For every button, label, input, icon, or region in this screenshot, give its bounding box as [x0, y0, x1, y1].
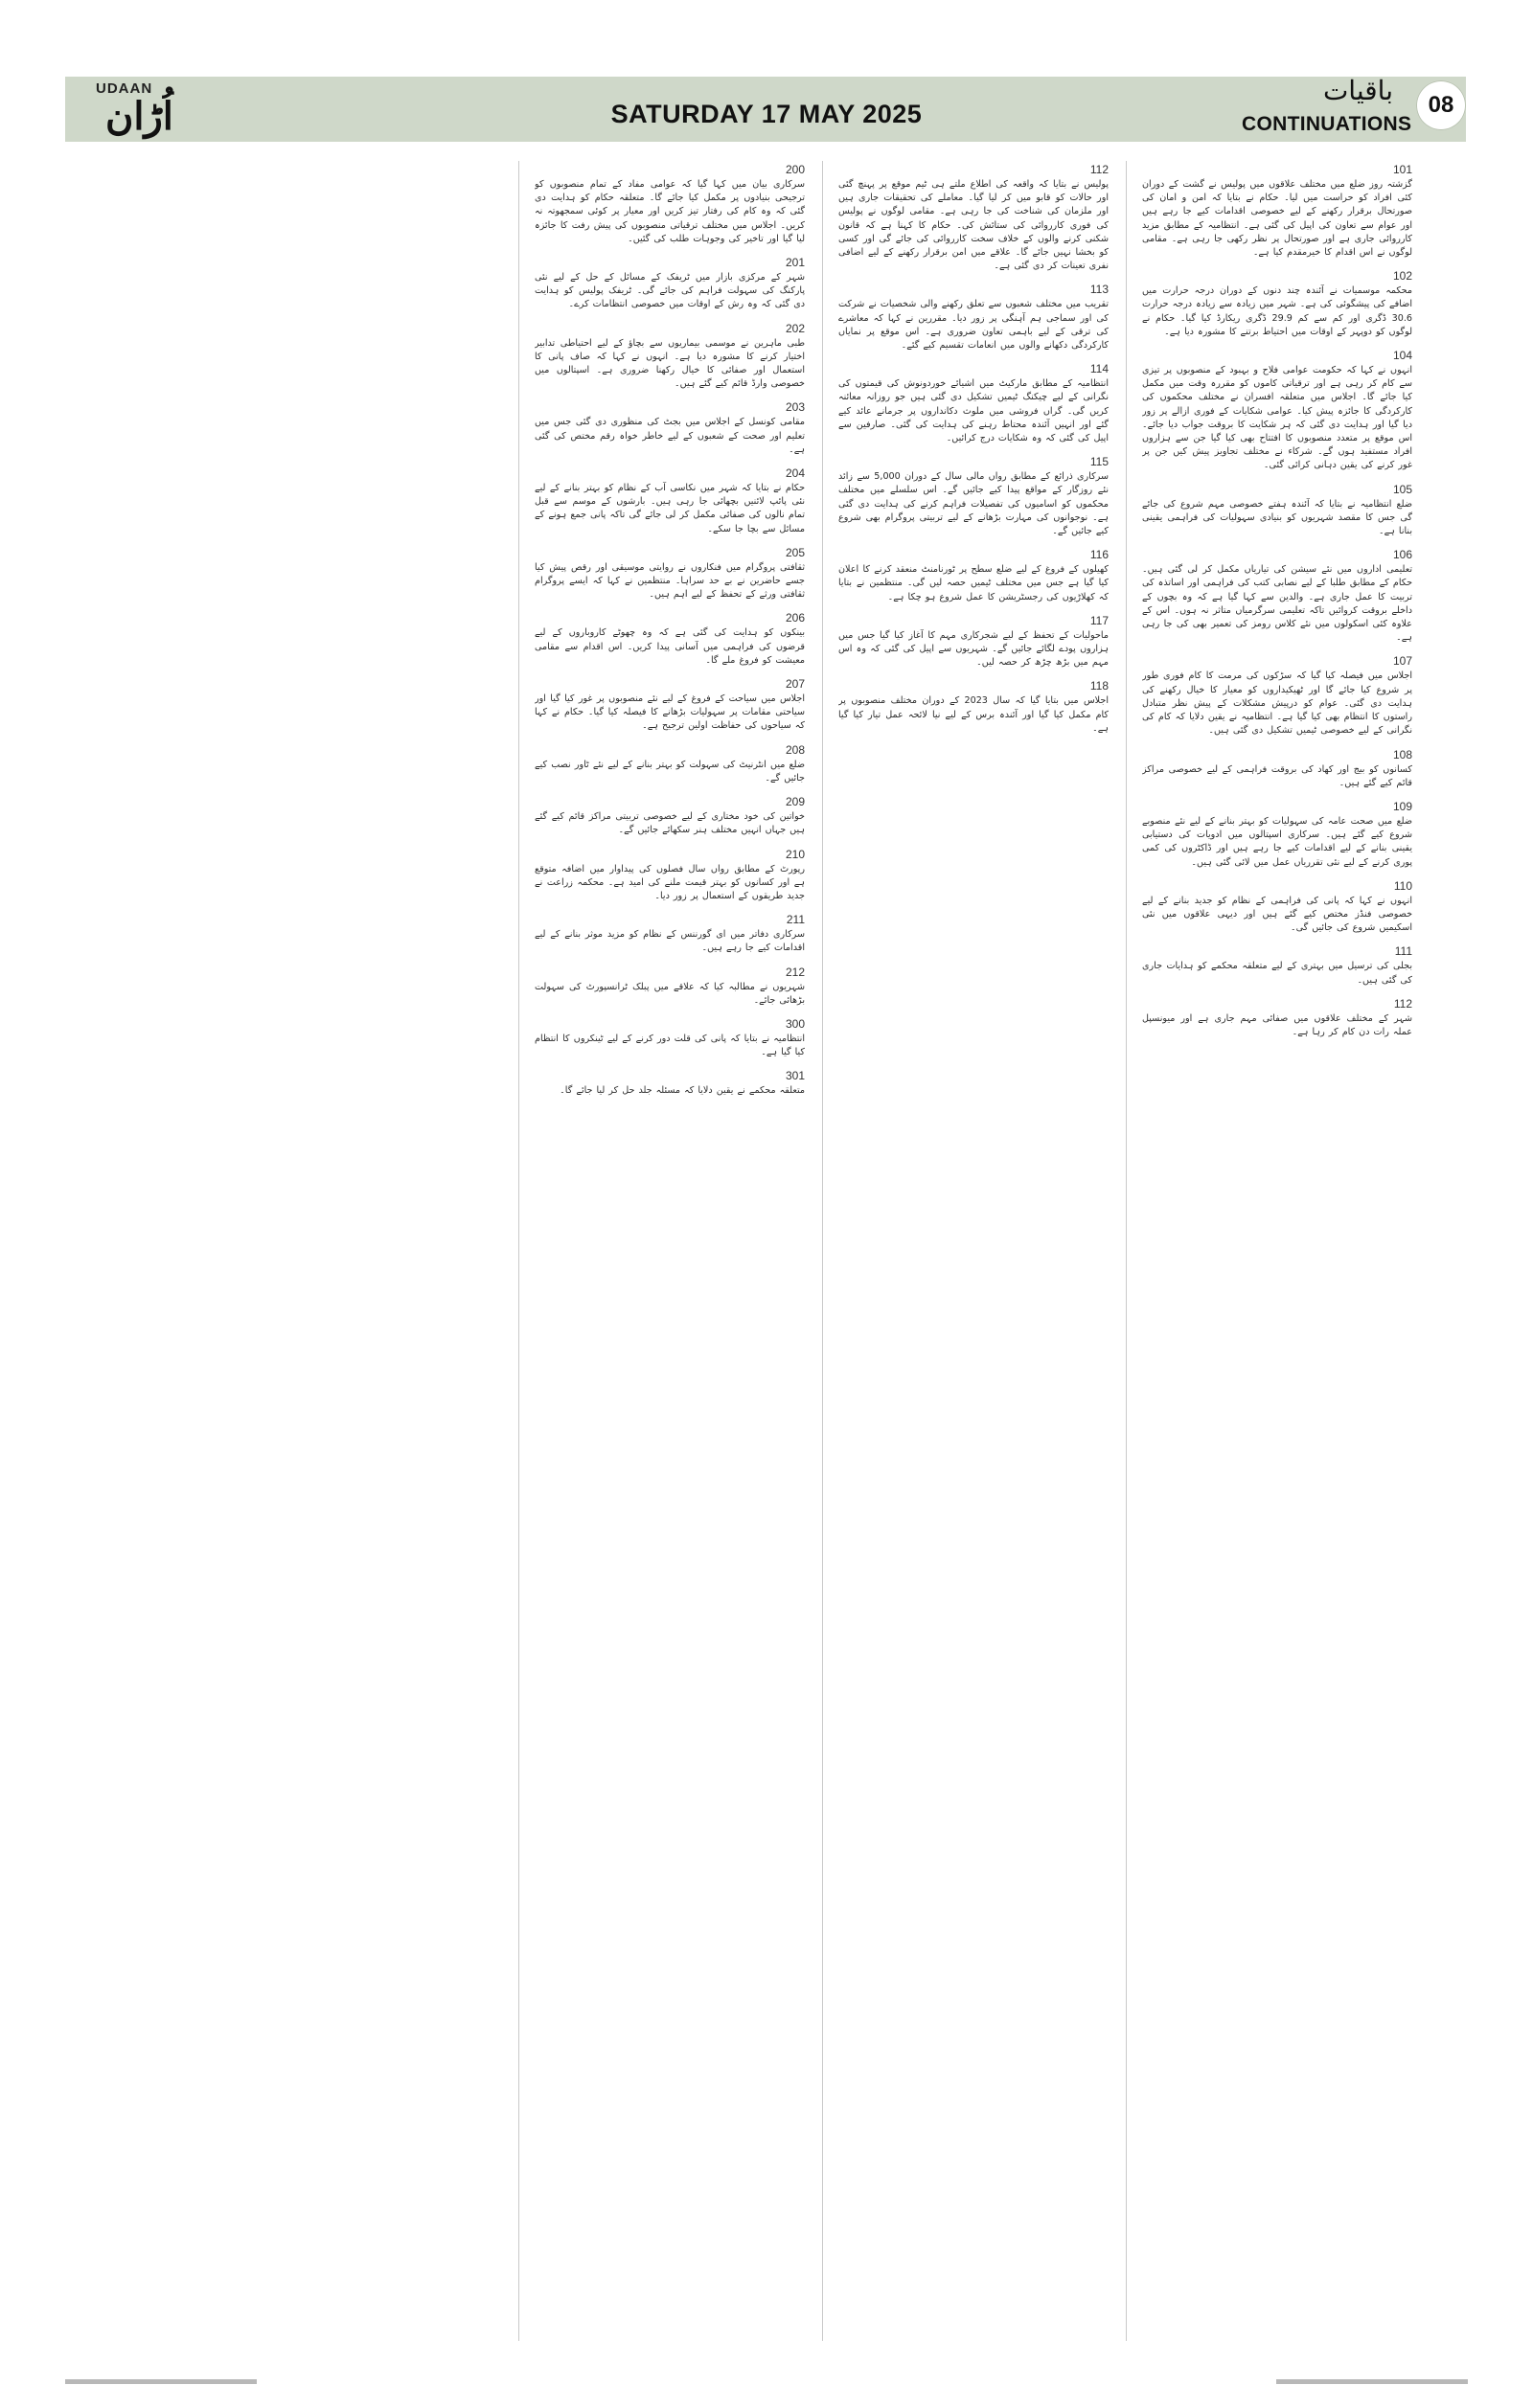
- continuation-entry: [1142, 748, 1412, 790]
- entry-number: 202: [785, 321, 805, 335]
- entry-number: 115: [1089, 455, 1109, 469]
- continuation-entry: [535, 965, 805, 1008]
- continuation-entry: [535, 795, 805, 837]
- continuation-entry: [535, 1017, 805, 1059]
- entry-number: 108: [1392, 747, 1412, 761]
- entry-text: خواتین کی خود مختاری کے لیے خصوصی تربیتی مراکز قائم کیے گئے ہیں جہاں انہیں مختلف ہنر سکھائے جائیں گے۔: [535, 811, 805, 836]
- entry-text: تقریب میں مختلف شعبوں سے تعلق رکھنے والی شخصیات نے شرکت کی اور سماجی ہم آہنگی پر زور دیا۔ مقررین نے کہا کہ معاشرے کی ترقی کے لیے باہمی تعاون ضروری ہے۔ اس موقع پر نمایاں کارکردگی دکھانے والوں میں انعامات تقسیم کیے گئے۔: [838, 299, 1109, 352]
- entry-text: ضلع میں صحت عامہ کی سہولیات کو بہتر بنانے کے لیے نئے منصوبے شروع کیے گئے ہیں۔ سرکاری اسپتالوں میں ادویات کی دستیابی یقینی بنانے کے لیے اقدامات کیے جا رہے ہیں اور ڈاکٹروں کی کمی پوری کرنے کے لیے نئی تقرریاں عمل میں لائی گئی ہیں۔: [1142, 815, 1412, 868]
- continuation-entry: [535, 913, 805, 955]
- continuation-entry: [1142, 944, 1412, 987]
- entry-text: انتظامیہ نے بتایا کہ پانی کی قلت دور کرنے کے لیے ٹینکروں کا انتظام کیا گیا ہے۔: [535, 1033, 805, 1058]
- logo-english: UDAAN: [96, 80, 153, 97]
- entry-number: 201: [785, 256, 805, 270]
- entry-text: شہریوں نے مطالبہ کیا کہ علاقے میں پبلک ٹرانسپورٹ کی سہولت بڑھائی جائے۔: [535, 981, 805, 1006]
- entry-text: اجلاس میں سیاحت کے فروغ کے لیے نئے منصوبوں پر غور کیا گیا اور سیاحتی مقامات پر سہولیات بڑھانے کا فیصلہ کیا گیا۔ حکام نے کہا کہ سیاحوں کی حفاظت اولین ترجیح ہے۔: [535, 693, 805, 732]
- entry-number: 109: [1392, 799, 1412, 813]
- continuation-entry: [1142, 654, 1412, 738]
- continuation-entry: [838, 455, 1109, 538]
- entry-number: 209: [785, 795, 805, 809]
- entry-number: 104: [1392, 349, 1412, 363]
- continuation-entry: [535, 546, 805, 602]
- entry-number: 206: [785, 611, 805, 625]
- continuation-entry: [838, 548, 1109, 604]
- entry-text: محکمہ موسمیات نے آئندہ چند دنوں کے دوران درجہ حرارت میں اضافے کی پیشگوئی کی ہے۔ شہر میں زیادہ سے زیادہ درجہ حرارت 30.6 ڈگری اور کم سے کم 29.9 ڈگری ریکارڈ کیا گیا۔ حکام نے لوگوں کو دوپہر کے اوقات میں احتیاط برتنے کا مشورہ دیا ہے۔: [1142, 285, 1412, 337]
- entry-number: 301: [785, 1069, 805, 1083]
- entry-number: 208: [785, 742, 805, 757]
- entry-text: کسانوں کو بیج اور کھاد کی بروقت فراہمی کے لیے خصوصی مراکز قائم کیے گئے ہیں۔: [1142, 763, 1412, 788]
- entry-text: طبی ماہرین نے موسمی بیماریوں سے بچاؤ کے لیے احتیاطی تدابیر اختیار کرنے کا مشورہ دیا ہے۔ انہوں نے کہا کہ صاف پانی کا استعمال اور صفائی کا خیال رکھنا ضروری ہے۔ اسپتالوں میں خصوصی وارڈ قائم کیے گئے ہیں۔: [535, 337, 805, 390]
- entry-text: سرکاری دفاتر میں ای گورننس کے نظام کو مزید موثر بنانے کے لیے اقدامات کیے جا رہے ہیں۔: [535, 929, 805, 954]
- continuation-entry: [1142, 879, 1412, 936]
- entry-number: 205: [785, 545, 805, 559]
- entry-text: انہوں نے کہا کہ حکومت عوامی فلاح و بہبود کے منصوبوں پر تیزی سے کام کر رہی ہے اور ترقیاتی کاموں کو مقررہ وقت میں مکمل کیا جائے گا۔ اجلاس میں متعلقہ افسران نے مختلف محکموں کی کارکردگی کا جائزہ پیش کیا۔ عوامی شکایات کے فوری ازالے پر زور دیا گیا اور ہدایت دی گئی کہ ہر شکایت کا بروقت جواب دیا جائے۔ اس موقع پر متعدد منصوبوں کا افتتاح بھی کیا گیا جن سے ہزاروں افراد مستفید ہوں گے۔ شرکاء نے مختلف تجاویز پیش کیں جن پر غور کرنے کی یقین دہانی کرائی گئی۔: [1142, 365, 1412, 471]
- article-column-3: [535, 161, 805, 2341]
- entry-number: 110: [1393, 878, 1412, 893]
- section-title-english: CONTINUATIONS: [1242, 113, 1412, 135]
- entry-text: شہر کے مرکزی بازار میں ٹریفک کے مسائل کے حل کے لیے نئی پارکنگ کی سہولت فراہم کی جائے گی۔ ٹریفک پولیس کو ہدایت دی گئی کہ وہ رش کے اوقات میں خصوصی انتظامات کرے۔: [535, 272, 805, 310]
- column-divider: [1126, 161, 1127, 2341]
- continuation-entry: [535, 611, 805, 668]
- continuation-entry: [535, 466, 805, 536]
- column-divider: [822, 161, 823, 2341]
- continuation-entry: [1142, 269, 1412, 339]
- continuation-entry: [535, 400, 805, 457]
- continuation-entry: [535, 677, 805, 734]
- continuation-entry: [838, 283, 1109, 352]
- section-title-urdu: باقیات: [1322, 75, 1393, 106]
- continuation-entry: [535, 743, 805, 785]
- entry-text: انہوں نے کہا کہ پانی کی فراہمی کے نظام کو جدید بنانے کے لیے خصوصی فنڈز مختص کیے گئے ہیں اور دیہی علاقوں میں نئی اسکیمیں شروع کی جائیں گی۔: [1142, 895, 1412, 934]
- continuation-entry: [838, 614, 1109, 670]
- continuation-entry: [1142, 997, 1412, 1039]
- entry-text: تعلیمی اداروں میں نئے سیشن کی تیاریاں مکمل کر لی گئی ہیں۔ حکام کے مطابق طلبا کے لیے نصابی کتب کی فراہمی اور اساتذہ کی تربیت کا عمل جاری ہے۔ والدین سے کہا گیا ہے کہ وہ بچوں کے داخلے بروقت کروائیں تاکہ تعلیمی سرگرمیاں متاثر نہ ہوں۔ اس کے علاوہ کئی اسکولوں میں نئے کلاس رومز کی تعمیر بھی کی جا رہی ہے۔: [1142, 564, 1412, 644]
- continuation-entry: [838, 679, 1109, 736]
- continuation-entry: [535, 163, 805, 246]
- entry-number: 111: [1394, 944, 1412, 959]
- continuation-entry: [1142, 483, 1412, 539]
- continuation-entry: [838, 362, 1109, 445]
- entry-text: ضلع میں انٹرنیٹ کی سہولت کو بہتر بنانے کے لیے نئے ٹاور نصب کیے جائیں گے۔: [535, 759, 805, 784]
- entry-text: پولیس نے بتایا کہ واقعہ کی اطلاع ملتے ہی ٹیم موقع پر پہنچ گئی اور حالات کو قابو میں کر لیا گیا۔ معاملے کی تحقیقات جاری ہیں اور ملزمان کی شناخت کی جا رہی ہے۔ مقامی لوگوں نے پولیس کی فوری کارروائی کی ستائش کی۔ حکام کا کہنا ہے کہ قانون شکنی کرنے والوں کے خلاف سخت کارروائی کی جائے گی اور کسی کو بخشا نہیں جائے گا۔ علاقے میں امن برقرار رکھنے کے لیے اضافی نفری تعینات کر دی گئی ہے۔: [838, 179, 1109, 272]
- entry-text: اجلاس میں بتایا گیا کہ سال 2023 کے دوران مختلف منصوبوں پر کام مکمل کیا گیا اور آئندہ برس کے لیے نیا لائحہ عمل تیار کیا گیا ہے۔: [838, 695, 1109, 734]
- entry-number: 107: [1392, 654, 1412, 669]
- entry-text: اجلاس میں فیصلہ کیا گیا کہ سڑکوں کی مرمت کا کام فوری طور پر شروع کیا جائے گا اور ٹھیکیداروں کو معیار کا خیال رکھنے کی ہدایت دی گئی۔ عوام کو درپیش مشکلات کے پیش نظر متبادل راستوں کا انتظام بھی کیا گیا ہے۔ انتظامیہ نے یقین دلایا کہ کام کی نگرانی کے لیے خصوصی ٹیمیں تشکیل دی گئی ہیں۔: [1142, 670, 1412, 737]
- entry-number: 102: [1392, 269, 1412, 284]
- entry-number: 112: [1393, 996, 1412, 1011]
- entry-number: 117: [1089, 613, 1109, 627]
- entry-text: حکام نے بتایا کہ شہر میں نکاسی آب کے نظام کو بہتر بنانے کے لیے نئی پائپ لائنیں بچھائی جا رہی ہیں۔ بارشوں کے موسم سے قبل تمام نالوں کی صفائی مکمل کر لی جائے گی تاکہ پانی جمع ہونے کے مسائل سے بچا جا سکے۔: [535, 483, 805, 534]
- entry-text: متعلقہ محکمے نے یقین دلایا کہ مسئلہ جلد حل کر لیا جائے گا۔: [560, 1085, 805, 1097]
- entry-number: 114: [1089, 362, 1109, 376]
- entry-text: رپورٹ کے مطابق رواں سال فصلوں کی پیداوار میں اضافہ متوقع ہے اور کسانوں کو بہتر قیمت ملنے کی امید ہے۔ محکمہ زراعت نے جدید طریقوں کے استعمال پر زور دیا۔: [535, 863, 805, 901]
- entry-number: 112: [1089, 163, 1109, 176]
- entry-number: 207: [785, 677, 805, 692]
- entry-text: ضلع انتظامیہ نے بتایا کہ آئندہ ہفتے خصوصی مہم شروع کی جائے گی جس کا مقصد شہریوں کو بنیادی سہولیات کی فراہمی یقینی بنانا ہے۔: [1142, 498, 1412, 537]
- continuation-entry: [838, 163, 1109, 273]
- entry-number: 212: [785, 965, 805, 979]
- entry-text: بجلی کی ترسیل میں بہتری کے لیے متعلقہ محکمے کو ہدایات جاری کی گئی ہیں۔: [1142, 961, 1412, 986]
- entry-number: 211: [786, 913, 805, 927]
- article-column-2: [838, 161, 1109, 2341]
- continuation-entry: [535, 256, 805, 312]
- continuation-entry: [1142, 163, 1412, 260]
- footer-bar-left: [65, 2379, 257, 2384]
- continuation-entry: [535, 848, 805, 904]
- entry-number: 210: [785, 847, 805, 861]
- article-column-1: [1142, 161, 1412, 2341]
- continuation-entry: [1142, 800, 1412, 870]
- entry-number: 105: [1392, 482, 1412, 496]
- entry-number: 204: [785, 466, 805, 481]
- column-divider: [518, 161, 519, 2341]
- issue-date: SATURDAY 17 MAY 2025: [610, 100, 923, 128]
- entry-text: سرکاری بیان میں کہا گیا کہ عوامی مفاد کے تمام منصوبوں کو ترجیحی بنیادوں پر مکمل کیا جائے گا۔ متعلقہ حکام کو ہدایت دی گئی کہ وہ کام کی رفتار تیز کریں اور معیار پر کوئی سمجھوتہ نہ کریں۔ اجلاس میں مختلف ترقیاتی منصوبوں کی پیش رفت کا جائزہ لیا گیا اور تاخیر کی وجوہات طلب کی گئیں۔: [535, 179, 805, 244]
- page-number-badge: 08: [1416, 80, 1466, 130]
- entry-number: 101: [1392, 163, 1412, 176]
- entry-text: شہر کے مختلف علاقوں میں صفائی مہم جاری ہے اور میونسپل عملہ رات دن کام کر رہا ہے۔: [1142, 1012, 1412, 1037]
- continuation-entry: [535, 1069, 805, 1098]
- entry-number: 200: [785, 163, 805, 176]
- entry-text: ثقافتی پروگرام میں فنکاروں نے روایتی موسیقی اور رقص پیش کیا جسے حاضرین نے بے حد سراہا۔ منتظمین نے کہا کہ ایسے پروگرام ثقافتی ورثے کے تحفظ کے لیے اہم ہیں۔: [535, 561, 805, 601]
- logo-urdu: اُڑان: [105, 94, 173, 139]
- entry-text: انتظامیہ کے مطابق مارکیٹ میں اشیائے خوردونوش کی قیمتوں کی نگرانی کے لیے چیکنگ ٹیمیں تشکیل دی گئی ہیں جو روزانہ معائنہ کریں گی۔ گراں فروشی میں ملوث دکانداروں پر جرمانے عائد کیے گئے اور انہیں آئندہ محتاط رہنے کی ہدایت کی گئی۔ صارفین سے اپیل کی گئی کہ وہ شکایات درج کرائیں۔: [838, 378, 1109, 444]
- continuation-entry: [1142, 349, 1412, 473]
- footer-bar-right: [1276, 2379, 1468, 2384]
- entry-number: 203: [785, 400, 805, 415]
- entry-text: مقامی کونسل کے اجلاس میں بجٹ کی منظوری دی گئی جس میں تعلیم اور صحت کے شعبوں کے لیے خاطر خواہ رقم مختص کی گئی ہے۔: [535, 417, 805, 455]
- entry-text: سرکاری ذرائع کے مطابق رواں مالی سال کے دوران 5,000 سے زائد نئے روزگار کے مواقع پیدا کیے جائیں گے۔ اس سلسلے میں مختلف محکموں کو اسامیوں کی تفصیلات فراہم کرنے کی ہدایت دی گئی ہے۔ نوجوانوں کی مہارت بڑھانے کے لیے تربیتی پروگرام بھی شروع کیے جائیں گے۔: [838, 471, 1109, 537]
- continuation-entry: [1142, 548, 1412, 645]
- entry-text: بینکوں کو ہدایت کی گئی ہے کہ وہ چھوٹے کاروباروں کے لیے قرضوں کی فراہمی میں آسانی پیدا کریں۔ اس اقدام سے مقامی معیشت کو فروغ ملے گا۔: [535, 627, 805, 666]
- entry-number: 106: [1392, 548, 1412, 562]
- entry-text: گزشتہ روز ضلع میں مختلف علاقوں میں پولیس نے گشت کے دوران کئی افراد کو حراست میں لیا۔ حکام نے بتایا کہ امن و امان کی صورتحال برقرار رکھنے کے لیے خصوصی اقدامات کیے جا رہے ہیں اور عوام سے تعاون کی اپیل کی گئی ہے۔ انتظامیہ کے مطابق مزید کارروائی جاری ہے اور صورتحال پر نظر رکھی جا رہی ہے۔ مقامی لوگوں نے اس اقدام کا خیرمقدم کیا ہے۔: [1142, 179, 1412, 259]
- entry-number: 118: [1089, 679, 1109, 693]
- entry-number: 300: [785, 1016, 805, 1031]
- entry-number: 116: [1089, 548, 1109, 562]
- continuation-entry: [535, 322, 805, 392]
- entry-number: 113: [1089, 283, 1109, 297]
- entry-text: کھیلوں کے فروغ کے لیے ضلع سطح پر ٹورنامنٹ منعقد کرنے کا اعلان کیا گیا ہے جس میں مختلف ٹیمیں حصہ لیں گی۔ منتظمین نے بتایا کہ کھلاڑیوں کی رجسٹریشن کا عمل شروع ہو چکا ہے۔: [838, 564, 1109, 602]
- entry-text: ماحولیات کے تحفظ کے لیے شجرکاری مہم کا آغاز کیا گیا جس میں ہزاروں پودے لگائے جائیں گے۔ شہریوں سے اپیل کی گئی کہ وہ اس مہم میں بڑھ چڑھ کر حصہ لیں۔: [838, 629, 1109, 669]
